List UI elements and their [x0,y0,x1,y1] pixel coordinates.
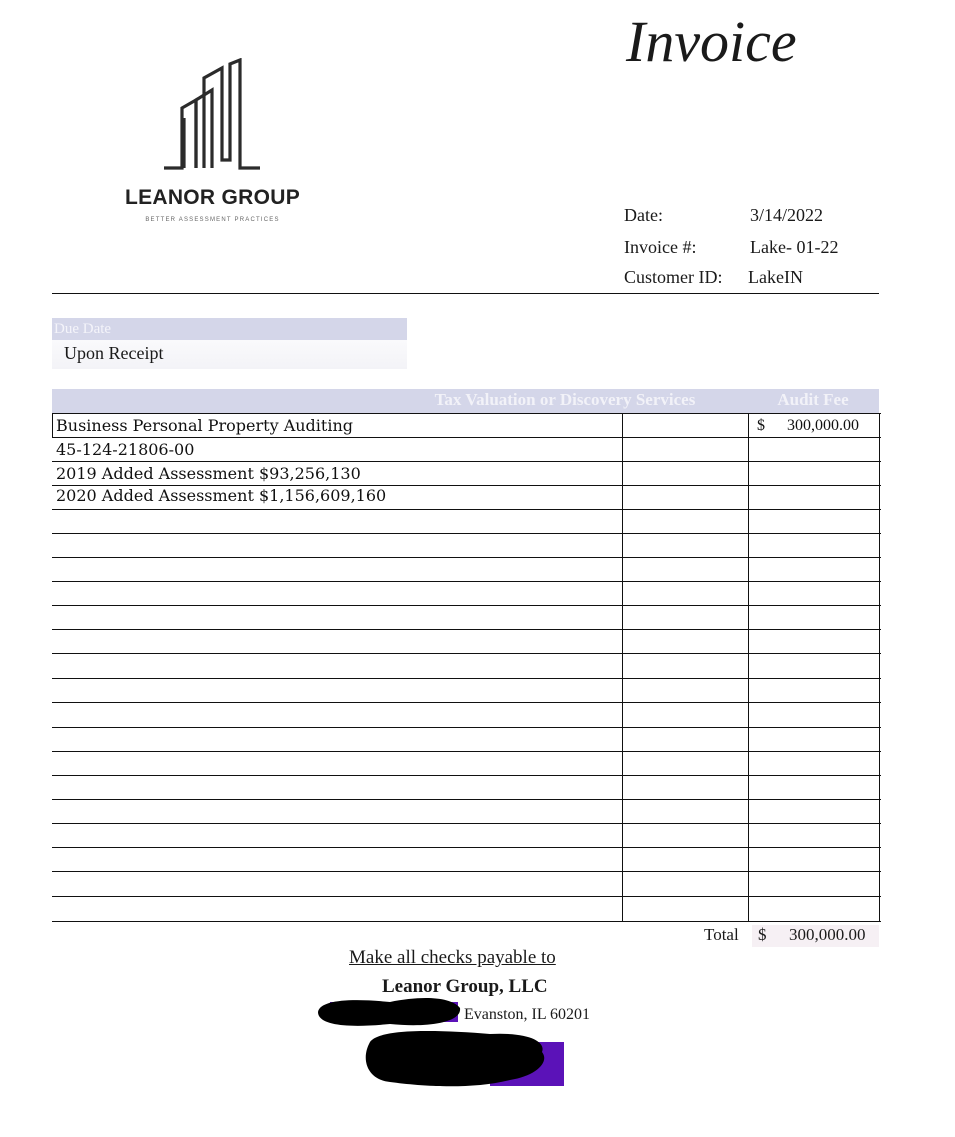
table-column-rule [622,413,623,921]
invoice-number-value: Lake- 01-22 [750,237,839,257]
redaction-marks [310,990,570,1090]
table-rule [52,871,881,872]
table-rule [52,581,881,582]
table-rule [52,751,881,752]
table-rule [52,437,881,438]
customer-id-label: Customer ID: [624,267,723,287]
redaction-black-blob [366,1031,545,1086]
table-rule [52,605,881,606]
table-rule [52,799,881,800]
table-column-rule [879,413,880,921]
invoice-title: Invoice [626,9,797,74]
total-amount: 300,000.00 [789,925,866,944]
table-rule [52,413,881,414]
table-rule [52,461,881,462]
redaction-black-stroke [318,998,460,1026]
date-value: 3/14/2022 [750,205,824,225]
row-fee-currency: $ [757,417,765,434]
checks-payable-instruction: Make all checks payable to [349,947,556,968]
invoice-number-label: Invoice #: [624,237,697,257]
table-rule [52,557,881,558]
total-label: Total [704,925,739,944]
date-label: Date: [624,205,663,225]
table-rule [52,509,881,510]
table-column-rule [748,413,749,921]
table-rule [52,921,881,922]
company-name: LEANOR GROUP [124,186,301,209]
table-row-description: 2020 Added Assessment $1,156,609,160 [56,486,387,505]
due-date-header: Due Date [52,318,407,340]
table-row-description: 45-124-21806-00 [56,440,195,459]
row-fee-amount: 300,000.00 [787,417,859,434]
table-rule [52,629,881,630]
table-column-rule [52,413,53,437]
table-rule [52,847,881,848]
column-header-services: Tax Valuation or Discovery Services [434,390,696,409]
buildings-logo-icon [160,58,264,170]
table-rule [52,678,881,679]
table-rule [52,823,881,824]
table-rule [52,896,881,897]
table-rule [52,653,881,654]
table-rule [52,727,881,728]
table-rule [52,702,881,703]
header-divider [52,293,879,294]
due-date-value: Upon Receipt [64,343,164,363]
table-rule [52,533,881,534]
table-rule [52,775,881,776]
customer-id-value: LakeIN [748,267,803,287]
table-row-description: 2019 Added Assessment $93,256,130 [56,464,361,483]
total-currency: $ [758,925,767,944]
payee-city: Evanston, IL 60201 [464,1006,591,1023]
column-header-fee: Audit Fee [777,390,849,409]
payee-name: Leanor Group, LLC [382,976,548,997]
table-row-description: Business Personal Property Auditing [56,416,353,435]
company-tagline: BETTER ASSESSMENT PRACTICES [145,217,280,223]
